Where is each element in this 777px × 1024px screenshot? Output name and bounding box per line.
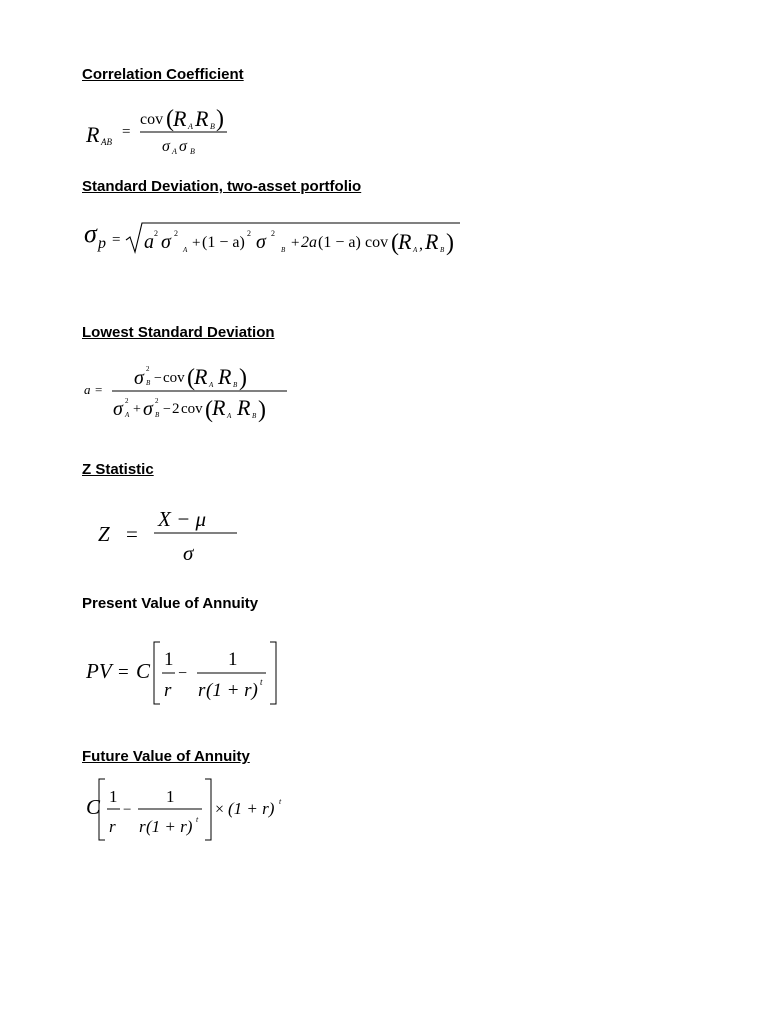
fv-r-b: r bbox=[139, 817, 146, 836]
lsd-den-cov: cov bbox=[181, 401, 203, 417]
heading-lowest-std-dev: Lowest Standard Deviation bbox=[82, 324, 275, 341]
lsd-num-sigma: σ bbox=[134, 367, 144, 389]
corr-den-s2: σ bbox=[179, 138, 187, 155]
right-bracket-icon bbox=[270, 642, 276, 704]
lsd-num-rb-sub: B bbox=[233, 381, 238, 389]
heading-present-value-annuity: Present Value of Annuity bbox=[82, 595, 259, 612]
lsd-den-sigma-a: σ bbox=[113, 398, 123, 420]
formula-present-value-annuity bbox=[82, 638, 292, 710]
sd-sigma2-sub: B bbox=[281, 246, 286, 254]
sd-ra: R bbox=[398, 229, 412, 254]
sd-lhs-sub: p bbox=[98, 235, 106, 252]
corr-num-r1: R bbox=[173, 106, 187, 131]
lsd-equals: = bbox=[95, 382, 103, 397]
sd-rb: R bbox=[425, 229, 439, 254]
fv-one-a: 1 bbox=[109, 787, 118, 806]
sd-one-minus-a-2: (1 − a) bbox=[318, 234, 361, 251]
fv-exp-b: t bbox=[279, 797, 282, 806]
sd-sigma1-sq: 2 bbox=[174, 229, 178, 238]
corr-num-r2-sub: B bbox=[210, 122, 215, 131]
lsd-num-sigma-sub: B bbox=[146, 379, 151, 387]
sd-rb-sub: B bbox=[440, 246, 445, 254]
sd-sigma1: σ bbox=[161, 231, 171, 253]
sd-comma: , bbox=[419, 236, 423, 253]
corr-lhs: R bbox=[86, 122, 100, 147]
right-bracket-icon bbox=[205, 779, 211, 840]
sd-two-a: 2a bbox=[301, 234, 317, 251]
formula-lowest-std-dev bbox=[82, 356, 302, 428]
sd-equals: = bbox=[112, 232, 121, 248]
pv-equals: = bbox=[118, 662, 129, 683]
lsd-den-minus: − bbox=[163, 402, 171, 417]
sd-sigma2: σ bbox=[256, 231, 266, 253]
sd-plus1: + bbox=[192, 235, 201, 251]
fv-times: × bbox=[215, 801, 225, 818]
pv-r-a: r bbox=[164, 680, 172, 701]
corr-den-s1: σ bbox=[162, 138, 170, 155]
lsd-den-ra-sub: A bbox=[227, 412, 232, 420]
sd-sigma1-sub: A bbox=[183, 246, 188, 254]
lsd-num-sigma-sq: 2 bbox=[146, 365, 150, 373]
formula-correlation-coefficient bbox=[82, 98, 262, 160]
corr-den-s1-sub: A bbox=[172, 147, 177, 156]
sd-one-minus-a-sq: 2 bbox=[247, 229, 251, 238]
sd-ra-sub: A bbox=[413, 246, 418, 254]
sd-cov: cov bbox=[365, 234, 389, 251]
sd-lhs: σ bbox=[84, 219, 97, 248]
sd-plus2: + bbox=[291, 235, 300, 251]
heading-future-value-annuity: Future Value of Annuity bbox=[82, 748, 250, 765]
z-equals: = bbox=[126, 522, 138, 546]
lsd-den-ra: R bbox=[212, 395, 226, 420]
fv-one-plus-r-b: (1 + r) bbox=[228, 799, 275, 818]
sd-cov-paren-close: ) bbox=[446, 230, 454, 256]
left-bracket-icon bbox=[154, 642, 160, 704]
lsd-den-paren-close: ) bbox=[258, 397, 266, 423]
pv-r-b: r bbox=[198, 680, 206, 701]
lsd-num-cov: cov bbox=[163, 370, 185, 386]
sd-a1: a bbox=[144, 231, 154, 253]
fv-exp-a: t bbox=[196, 815, 199, 824]
lsd-num-minus: − bbox=[154, 371, 162, 386]
corr-num-paren-open: ( bbox=[166, 106, 174, 132]
pv-one-a: 1 bbox=[164, 649, 174, 670]
z-denominator: σ bbox=[183, 541, 194, 565]
fv-one-plus-r-a: (1 + r) bbox=[146, 817, 193, 836]
lsd-num-paren-close: ) bbox=[239, 365, 247, 391]
lsd-den-rb: R bbox=[237, 395, 251, 420]
corr-den-s2-sub: B bbox=[190, 147, 195, 156]
lsd-num-paren-open: ( bbox=[187, 365, 195, 391]
sd-one-minus-a: (1 − a) bbox=[202, 234, 245, 251]
lsd-den-sigma-b: σ bbox=[143, 398, 153, 420]
heading-z-statistic: Z Statistic bbox=[82, 461, 154, 478]
lsd-num-ra-sub: A bbox=[209, 381, 214, 389]
pv-one-plus-r: (1 + r) bbox=[206, 680, 258, 701]
fv-c: C bbox=[86, 795, 101, 819]
heading-std-dev-two-asset: Standard Deviation, two-asset portfolio bbox=[82, 178, 362, 195]
z-numerator: X − μ bbox=[158, 507, 207, 531]
formula-z-statistic bbox=[82, 500, 252, 570]
corr-num-r2: R bbox=[195, 106, 209, 131]
fv-minus: − bbox=[123, 802, 132, 818]
lsd-den-sigma-b-sq: 2 bbox=[155, 397, 159, 405]
corr-num-fn: cov bbox=[140, 111, 164, 128]
heading-correlation-coefficient: Correlation Coefficient bbox=[82, 66, 244, 83]
pv-one-b: 1 bbox=[228, 649, 238, 670]
pv-c: C bbox=[136, 659, 151, 683]
sd-a1-sq: 2 bbox=[154, 229, 158, 238]
corr-num-r1-sub: A bbox=[188, 122, 193, 131]
lsd-num-ra: R bbox=[194, 364, 208, 389]
corr-lhs-sub: AB bbox=[101, 137, 112, 147]
lsd-den-rb-sub: B bbox=[252, 412, 257, 420]
sd-cov-paren-open: ( bbox=[391, 230, 399, 256]
lsd-den-paren-open: ( bbox=[205, 397, 213, 423]
pv-lhs: PV bbox=[86, 659, 112, 683]
lsd-den-sigma-b-sub: B bbox=[155, 411, 160, 419]
lsd-den-sigma-a-sub: A bbox=[125, 411, 130, 419]
z-lhs: Z bbox=[98, 522, 110, 546]
fv-one-b: 1 bbox=[166, 787, 175, 806]
lsd-den-sigma-a-sq: 2 bbox=[125, 397, 129, 405]
lsd-lhs: a bbox=[84, 382, 91, 397]
corr-equals: = bbox=[122, 124, 131, 140]
lsd-den-two: 2 bbox=[172, 401, 180, 417]
sd-sigma2-sq: 2 bbox=[271, 229, 275, 238]
formula-future-value-annuity bbox=[82, 776, 302, 848]
corr-num-paren-close: ) bbox=[216, 106, 224, 132]
formula-std-dev-two-asset bbox=[82, 212, 472, 262]
lsd-den-plus: + bbox=[133, 402, 141, 417]
lsd-num-rb: R bbox=[218, 364, 232, 389]
pv-exp: t bbox=[260, 677, 263, 687]
pv-minus: − bbox=[178, 665, 188, 682]
fv-r-a: r bbox=[109, 817, 116, 836]
